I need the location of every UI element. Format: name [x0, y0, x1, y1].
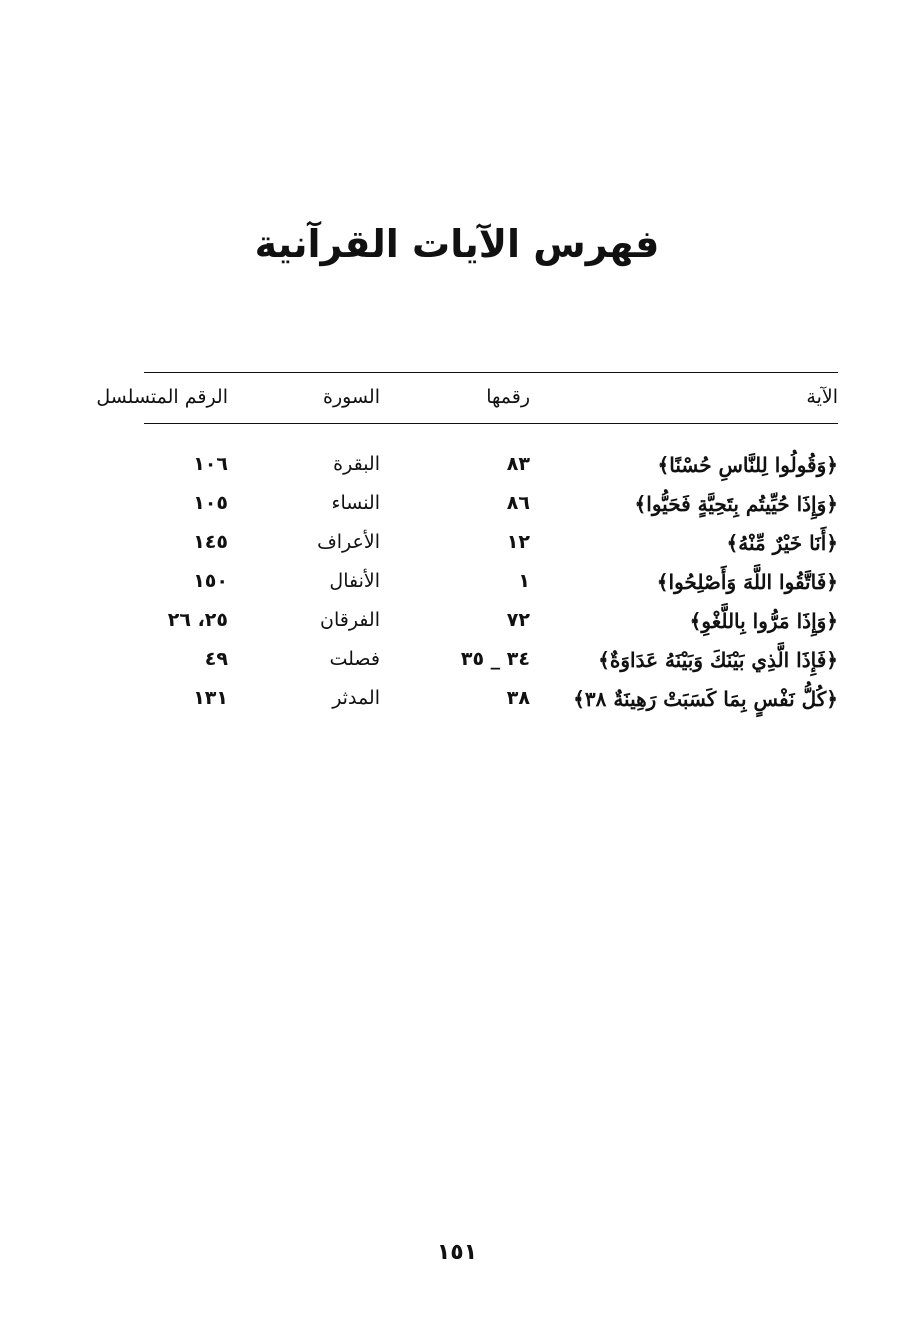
verse-cell: ﴿فَاتَّقُوا اللَّهَ وَأَصْلِحُوا﴾: [656, 570, 838, 594]
header-verse: الآية: [806, 386, 838, 408]
verse-cell: ﴿وَإِذَا حُيِّيتُم بِتَحِيَّةٍ فَحَيُّوا﴾: [634, 492, 838, 516]
verse-cell: ﴿أَنَا خَيْرٌ مِّنْهُ﴾: [726, 531, 838, 555]
verse-cell: ﴿وَقُولُوا لِلنَّاسِ حُسْنًا﴾: [657, 453, 838, 477]
serial-number-cell: ١٠٥: [193, 492, 228, 514]
verse-number-cell: ١: [518, 570, 530, 592]
serial-number-cell: ٢٥، ٢٦: [167, 609, 228, 631]
serial-number-cell: ١٥٠: [193, 570, 228, 592]
table-header-rule: [144, 423, 838, 424]
surah-cell: البقرة: [333, 453, 380, 475]
table-top-rule: [144, 372, 838, 373]
surah-cell: الفرقان: [320, 609, 380, 631]
verse-number-cell: ٣٨: [506, 687, 530, 709]
page-title: فهرس الآيات القرآنية: [254, 222, 660, 266]
header-serial: الرقم المتسلسل: [96, 386, 228, 408]
serial-number-cell: ١٠٦: [193, 453, 228, 475]
verse-cell: ﴿كُلُّ نَفْسٍ بِمَا كَسَبَتْ رَهِينَةٌ ٣٨﴾: [573, 687, 838, 711]
serial-number-cell: ١٣١: [193, 687, 228, 709]
surah-cell: فصلت: [329, 648, 380, 670]
verse-cell: ﴿وَإِذَا مَرُّوا بِاللَّغْوِ﴾: [689, 609, 838, 633]
serial-number-cell: ١٤٥: [193, 531, 228, 553]
surah-cell: المدثر: [332, 687, 380, 709]
surah-cell: الأعراف: [317, 531, 380, 553]
verse-number-cell: ٧٢: [506, 609, 530, 631]
surah-cell: الأنفال: [329, 570, 380, 592]
verse-cell: ﴿فَإِذَا الَّذِي بَيْنَكَ وَبَيْنَهُ عَدَاوَةٌ﴾: [598, 648, 838, 672]
header-number: رقمها: [486, 386, 530, 408]
page-number: ١٥١: [436, 1240, 478, 1265]
verse-number-cell: ٨٦: [506, 492, 530, 514]
surah-cell: النساء: [331, 492, 380, 514]
header-surah: السورة: [323, 386, 380, 408]
verse-number-cell: ٨٣: [506, 453, 530, 475]
verse-number-cell: ٣٤ _ ٣٥: [460, 648, 530, 670]
serial-number-cell: ٤٩: [204, 648, 228, 670]
verse-number-cell: ١٢: [506, 531, 530, 553]
